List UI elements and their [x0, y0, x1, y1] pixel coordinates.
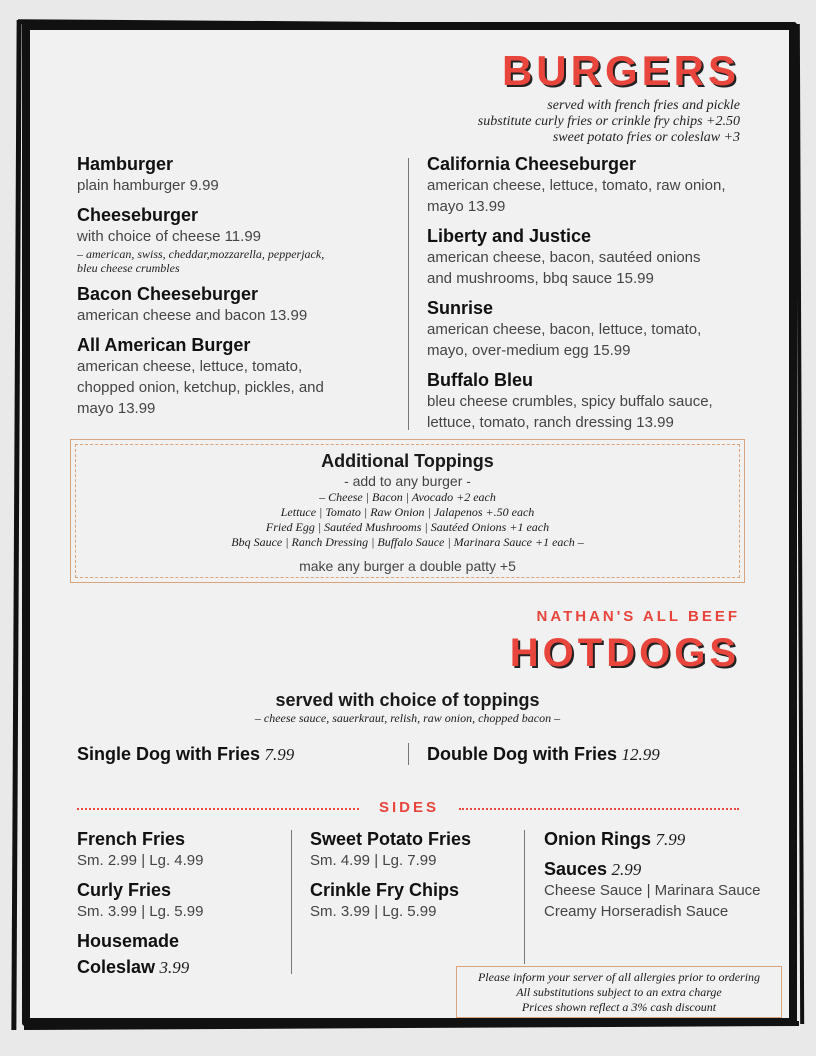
burgers-title: BURGERS [501, 47, 740, 94]
sides-column-3 [544, 828, 774, 922]
notice-line: Prices shown reflect a 3% cash discount [521, 1000, 717, 1014]
menu-item-name: Bacon Cheeseburger [77, 284, 259, 304]
hotdogs-toppings: – cheese sauce, sauerkraut, relish, raw onion, chopped bacon – [254, 711, 561, 725]
sides-column-1 [77, 828, 277, 978]
hotdog-item [77, 743, 294, 765]
hotdog-item-name: Double Dog with Fries [427, 744, 618, 764]
side-item-name: Crinkle Fry Chips [310, 880, 460, 900]
side-item-price: 7.99 [655, 830, 686, 849]
toppings-content [71, 450, 744, 576]
side-item-desc: Cheese Sauce | Marinara Sauce [544, 882, 761, 899]
side-item-desc: Sm. 2.99 | Lg. 4.99 [77, 852, 204, 869]
menu-item-name: Hamburger [77, 154, 174, 174]
menu-item-desc: american cheese, lettuce, tomato, chopped onion, ketchup, pickles, and mayo 13.99 [77, 358, 324, 417]
hotdogs-title: HOTDOGS [509, 631, 740, 675]
side-item-desc: Sm. 3.99 | Lg. 5.99 [77, 903, 204, 920]
menu-item-name: Liberty and Justice [427, 226, 592, 246]
side-item-price: 3.99 [159, 958, 190, 977]
menu-item-name: Sunrise [427, 298, 494, 318]
side-item-desc: Sm. 4.99 | Lg. 7.99 [310, 852, 437, 869]
sides-rule-right [459, 808, 739, 810]
burgers-right-column [427, 153, 747, 433]
toppings-line: Lettuce | Tomato | Raw Onion | Jalapenos +.50 each [280, 505, 535, 519]
notice-line: Please inform your server of all allergies prior to ordering [477, 970, 761, 984]
menu-item-desc: american cheese, bacon, lettuce, tomato, mayo, over-medium egg 15.99 [427, 321, 702, 359]
menu-item-desc: with choice of cheese 11.99 [77, 228, 262, 245]
side-item-name: French Fries [77, 829, 186, 849]
hotdog-item-price: 12.99 [621, 745, 660, 764]
hotdogs-subtitle: served with choice of toppings [275, 690, 540, 710]
hotdog-item [427, 743, 660, 765]
side-item-desc: Sm. 3.99 | Lg. 5.99 [310, 903, 437, 920]
menu-item-name: Cheeseburger [77, 205, 199, 225]
hotdogs-kicker: NATHAN'S ALL BEEF [536, 608, 740, 625]
menu-item-desc: american cheese and bacon 13.99 [77, 307, 308, 324]
burgers-subtitle-line: sweet potato fries or coleslaw +3 [552, 130, 740, 145]
menu-item-desc: bleu cheese crumbles, spicy buffalo sauce, lettuce, tomato, ranch dressing 13.99 [427, 393, 713, 431]
hotdog-item-price: 7.99 [264, 745, 295, 764]
side-item-name: Housemade [77, 931, 180, 951]
menu-item-name: All American Burger [77, 335, 251, 355]
sides-column-2 [310, 828, 520, 922]
toppings-title: Additional Toppings [321, 451, 494, 471]
burgers-subtitle [478, 98, 740, 146]
toppings-line: Fried Egg | Sautéed Mushrooms | Sautéed Onions +1 each [265, 520, 550, 534]
burgers-left-column [77, 153, 377, 419]
menu-item-name: Buffalo Bleu [427, 370, 533, 390]
sides-title: SIDES [378, 799, 439, 816]
toppings-line: – Cheese | Bacon | Avocado +2 each [319, 490, 496, 504]
toppings-box [70, 439, 745, 583]
side-item-price: 2.99 [611, 860, 642, 879]
menu-item-desc: american cheese, bacon, sautéed onions and mushrooms, bbq sauce 15.99 [427, 249, 701, 287]
hotdog-item-name: Single Dog with Fries [77, 744, 261, 764]
burgers-subtitle-line: substitute curly fries or crinkle fry chips +2.50 [477, 114, 740, 129]
column-divider [524, 830, 525, 964]
menu-item-desc: plain hamburger 9.99 [77, 177, 219, 194]
menu-item-desc: american cheese, lettuce, tomato, raw onion, mayo 13.99 [427, 177, 726, 215]
notice-box [456, 966, 782, 1018]
side-item-desc: Creamy Horseradish Sauce [544, 903, 729, 920]
sides-rule-left [77, 808, 359, 810]
column-divider [408, 158, 409, 430]
side-item-name: Onion Rings [544, 829, 651, 849]
notice-line: All substitutions subject to an extra charge [516, 985, 722, 999]
toppings-subtitle: - add to any burger - [344, 473, 471, 489]
column-divider [408, 743, 409, 765]
menu-item-note: – american, swiss, cheddar,mozzarella, pepperjack, bleu cheese crumbles [77, 247, 325, 275]
column-divider [291, 830, 292, 974]
side-item-name: Curly Fries [77, 880, 172, 900]
burgers-subtitle-line: served with french fries and pickle [547, 98, 740, 113]
side-item-name: Coleslaw [77, 957, 156, 977]
side-item-name: Sweet Potato Fries [310, 829, 472, 849]
side-item-name: Sauces [544, 859, 608, 879]
toppings-footer: make any burger a double patty +5 [299, 558, 516, 574]
toppings-line: Bbq Sauce | Ranch Dressing | Buffalo Sauce | Marinara Sauce +1 each – [231, 535, 584, 549]
hotdogs-subtitle-block [70, 689, 745, 726]
menu-item-name: California Cheeseburger [427, 154, 637, 174]
